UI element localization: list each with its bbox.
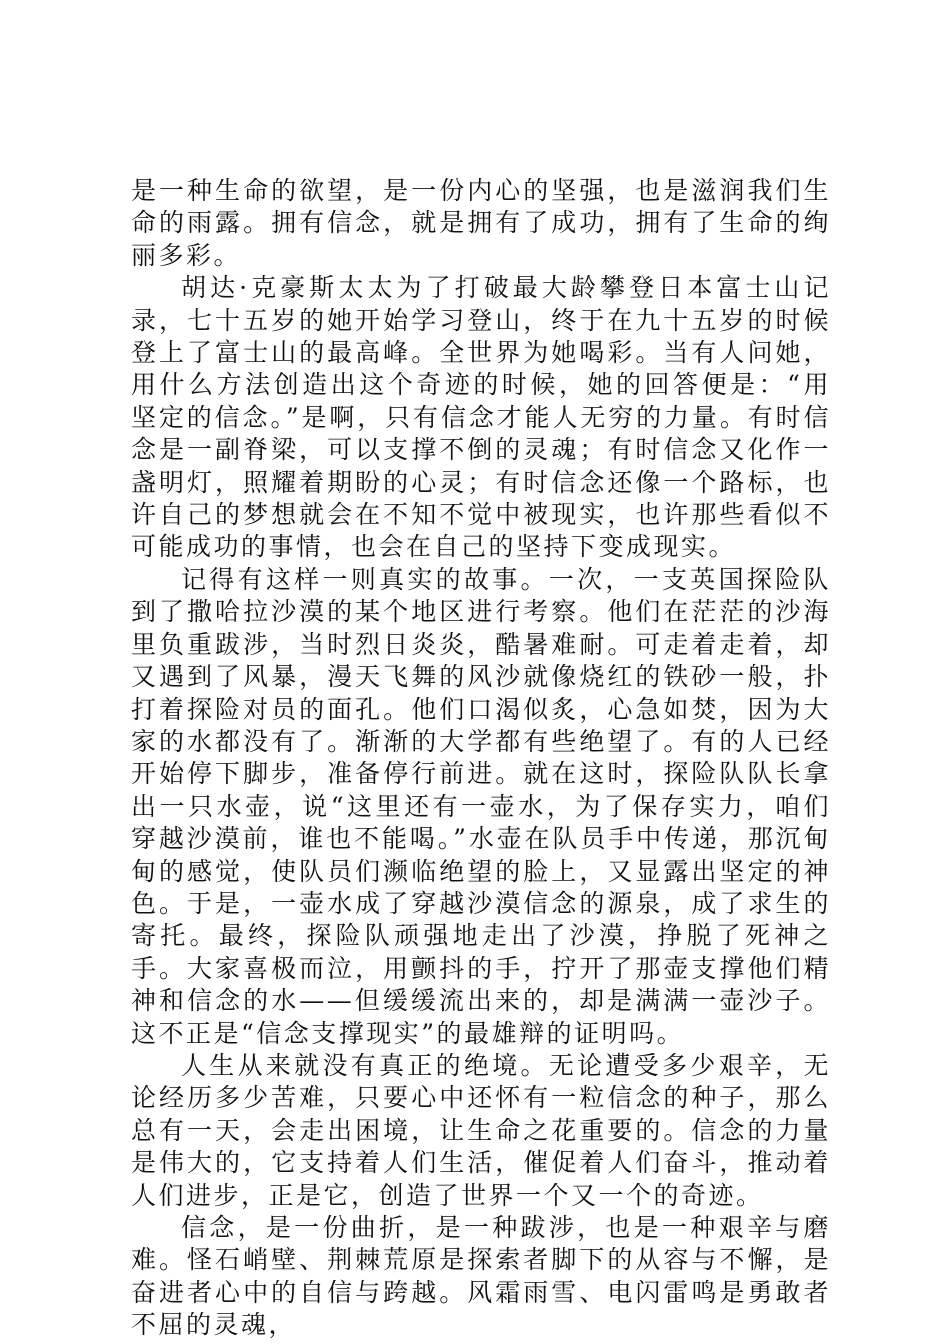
paragraph-3: 记得有这样一则真实的故事。一次，一支英国探险队到了撒哈拉沙漠的某个地区进行考察。他们在茫茫的沙海里负重跋涉，当时烈日炎炎，酷暑难耐。可走着走着，却又遇到了风暴，漫天飞舞的风沙就像烧红的铁砂一般，扑打着探险对员的面孔。他们口渴似炙，心急如焚，因为大家的水都没有了。渐渐的大学都有些绝望了。有的人已经开始停下脚步，准备停行前进。就在这时，探险队队长拿出一只水壶，说“这里还有一壶水，为了保存实力，咱们穿越沙漠前，谁也不能喝。”水壶在队员手中传递，那沉甸甸的感觉，使队员们濒临绝望的脸上，又显露出坚定的神色。于是，一壶水成了穿越沙漠信念的源泉，成了求生的寄托。最终，探险队顽强地走出了沙漠，挣脱了死神之手。大家喜极而泣，用颤抖的手，拧开了那壶支撑他们精神和信念的水——但缓缓流出来的，却是满满一壶沙子。这不正是“信念支撑现实”的最雄辩的证明吗。: [131, 564, 831, 1048]
body-text: [131, 175, 831, 1342]
paragraph-2: 胡达·克豪斯太太为了打破最大龄攀登日本富士山记录，七十五岁的她开始学习登山，终于在九十五岁的时候登上了富士山的最高峰。全世界为她喝彩。当有人问她，用什么方法创造出这个奇迹的时候，她的回答便是：“用坚定的信念。”是啊，只有信念才能人无穷的力量。有时信念是一副脊梁，可以支撑不倒的灵魂；有时信念又化作一盏明灯，照耀着期盼的心灵；有时信念还像一个路标，也许自己的梦想就会在不知不觉中被现实，也许那些看似不可能成功的事情，也会在自己的坚持下变成现实。: [131, 273, 831, 562]
paragraph-5: 信念，是一份曲折，是一种跋涉，也是一种艰辛与磨难。怪石峭壁、荆棘荒原是探索者脚下的从容与不懈，是奋进者心中的自信与跨越。风霜雨雪、电闪雷鸣是勇敢者不屈的灵魂，: [131, 1213, 831, 1340]
paragraph-1: 是一种生命的欲望，是一份内心的坚强，也是滋润我们生命的雨露。拥有信念，就是拥有了成功，拥有了生命的绚丽多彩。: [131, 176, 831, 270]
paragraph-4: 人生从来就没有真正的绝境。无论遭受多少艰辛，无论经历多少苦难，只要心中还怀有一粒信念的种子，那么总有一天，会走出困境，让生命之花重要的。信念的力量是伟大的，它支持着人们生活，催促着人们奋斗，推动着人们进步，正是它，创造了世界一个又一个的奇迹。: [131, 1050, 831, 1210]
